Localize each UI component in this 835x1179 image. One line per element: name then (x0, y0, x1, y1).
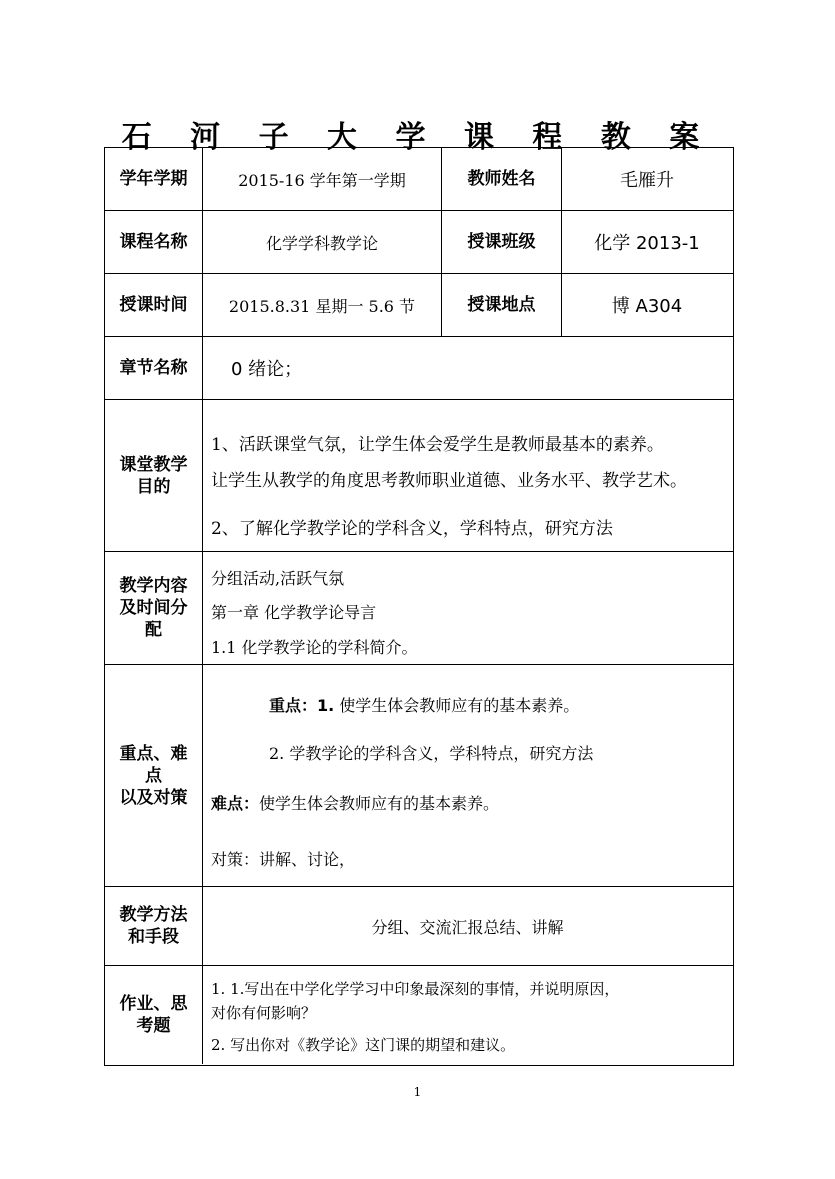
key-label-line: 重点、难 (119, 743, 188, 764)
key-body (202, 665, 732, 886)
goal-label-line: 课堂教学 (119, 454, 188, 475)
page-number: 1 (413, 1085, 422, 1099)
key-label-line: 以及对策 (119, 787, 188, 808)
goal-line: 让学生从教学的角度思考教师职业道德、业务水平、教学艺术。 (211, 471, 687, 491)
chapter-value: 0 绪论； (202, 337, 732, 399)
key-point-text: 使学生体会教师应有的基本素养。 (334, 696, 580, 715)
course-label: 课程名称 (119, 232, 188, 252)
lesson-plan-table (104, 147, 734, 1066)
goal-line: 1、活跃课堂气氛，让学生体会爱学生是教师最基本的素养。 (211, 435, 664, 455)
goal-content (202, 400, 732, 551)
strategy: 对策：讲解、讨论， (211, 850, 356, 869)
key-label (105, 665, 202, 886)
table-row (105, 274, 733, 337)
homework-body (202, 966, 732, 1064)
table-row (105, 966, 733, 1064)
page-title: 石 河 子 大 学 课 程 教 案 (121, 120, 714, 155)
table-row (105, 337, 733, 400)
key-label-line: 点 (145, 765, 162, 786)
time-label: 授课时间 (119, 295, 188, 315)
course-value: 化学学科教学论 (202, 211, 441, 273)
table-row (105, 665, 733, 887)
homework-line: 1. 1.写出在中学化学学习中印象最深刻的事情，并说明原因， (211, 980, 620, 998)
difficulty-text: 使学生体会教师应有的基本素养。 (259, 794, 500, 813)
place-value: 博 A304 (561, 274, 732, 336)
content-label-line: 教学内容 (119, 576, 188, 596)
content-line: 分组活动,活跃气氛 (211, 569, 345, 588)
term-label: 学年学期 (119, 169, 188, 189)
table-row (105, 400, 733, 552)
method-label (105, 887, 202, 965)
difficulty-prefix: 难点： (211, 794, 260, 813)
key-point-prefix: 重点：1. (269, 696, 335, 715)
difficulty (211, 791, 499, 814)
homework-line: 2. 写出你对《教学论》这门课的期望和建议。 (211, 1036, 516, 1054)
table-row (105, 211, 733, 274)
table-row (105, 887, 733, 966)
content-label-line: 及时间分 (119, 598, 188, 618)
homework-label-line: 考题 (136, 1016, 171, 1036)
place-label: 授课地点 (441, 274, 561, 336)
table-row (105, 148, 733, 211)
key-point-1 (269, 693, 579, 716)
teacher-label: 教师姓名 (441, 148, 561, 210)
goal-label (105, 400, 202, 551)
goal-line: 2、了解化学教学论的学科含义，学科特点，研究方法 (211, 519, 613, 539)
class-value: 化学 2013-1 (561, 211, 732, 273)
key-point-2: 2. 学教学论的学科含义，学科特点，研究方法 (269, 744, 594, 763)
content-line: 1.1 化学教学论的学科简介。 (211, 638, 418, 657)
content-label (105, 552, 202, 664)
method-value: 分组、交流汇报总结、讲解 (202, 887, 732, 965)
chapter-label: 章节名称 (119, 358, 188, 378)
homework-label (105, 966, 202, 1064)
table-row (105, 552, 733, 665)
term-value: 2015-16 学年第一学期 (202, 148, 441, 210)
goal-label-line: 目的 (136, 476, 171, 497)
content-body (202, 552, 732, 664)
method-label-line: 教学方法 (119, 905, 188, 925)
content-label-line: 配 (145, 620, 162, 640)
homework-line: 对你有何影响？ (211, 1004, 317, 1022)
teacher-value: 毛雁升 (561, 148, 732, 210)
class-label: 授课班级 (441, 211, 561, 273)
content-line: 第一章 化学教学论导言 (211, 603, 377, 622)
time-value: 2015.8.31 星期一 5.6 节 (202, 274, 441, 336)
homework-label-line: 作业、思 (119, 994, 188, 1014)
method-label-line: 和手段 (128, 927, 179, 947)
